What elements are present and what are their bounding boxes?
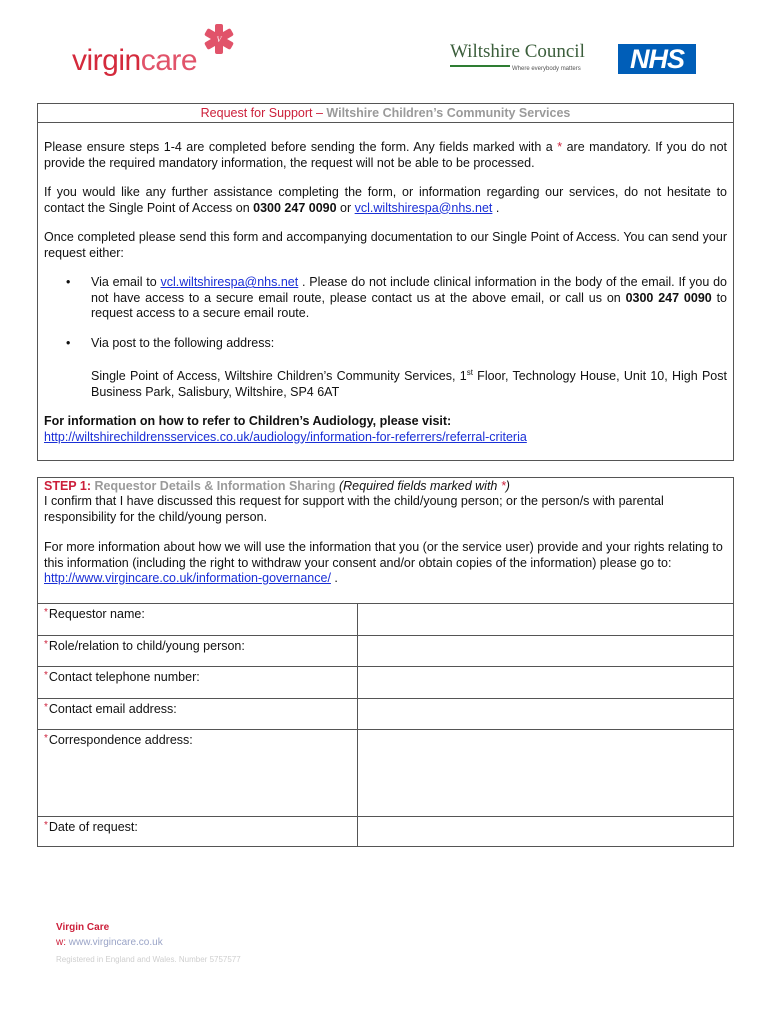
- bullet-phone: 0300 247 0090: [625, 290, 712, 305]
- footer-registration: Registered in England and Wales. Number 5757577: [56, 955, 241, 964]
- field-row-address: [38, 729, 733, 816]
- field-label: *Role/relation to child/young person:: [38, 636, 358, 666]
- svg-text:V: V: [216, 35, 222, 44]
- field-label: *Correspondence address:: [38, 730, 358, 816]
- star-of-life-icon: [202, 22, 236, 56]
- telephone-input[interactable]: [358, 667, 733, 698]
- audiology-label: For information on how to refer to Children’s Audiology, please visit:: [44, 414, 452, 429]
- logo-word-care: care: [140, 44, 198, 77]
- virgin-care-logo: [72, 22, 252, 82]
- council-underline: [450, 65, 510, 67]
- date-of-request-input[interactable]: [358, 817, 733, 846]
- footer-org: Virgin Care: [56, 922, 110, 933]
- intro-paragraph-mandatory: Please ensure steps 1-4 are completed before sending the form. Any fields marked with a * are mandatory. If you do not provide the required mandatory information, the request will not be able to be processed.: [44, 140, 728, 170]
- email-input[interactable]: [358, 699, 733, 729]
- bullet-dot: •: [66, 335, 71, 350]
- logo-word-virgin: virgin: [72, 44, 141, 77]
- field-row-requestor-name: [38, 603, 733, 635]
- postal-address: Single Point of Access, Wiltshire Children’s Community Services, 1st Floor, Technology House, Unit 10, High Post Business Park, Salisbury, Wiltshire, SP4 6AT: [91, 368, 727, 399]
- field-row-phone: [38, 666, 733, 698]
- consent-confirmation: I confirm that I have discussed this request for support with the child/young person; or the person/s with parental responsibility for the child/young person.: [44, 494, 664, 524]
- intro-paragraph-send: Once completed please send this form and accompanying documentation to our Single Point of Access. You can send your request either:: [44, 230, 727, 260]
- council-name: Wiltshire Council: [450, 41, 585, 62]
- title-service-name: Wiltshire Children’s Community Services: [326, 106, 571, 120]
- spa-phone: 0300 247 0090: [253, 200, 337, 215]
- correspondence-address-input[interactable]: [358, 730, 733, 816]
- footer-website: w: www.virgincare.co.uk: [56, 937, 163, 948]
- governance-info: For more information about how we will use the information that you (or the service user) provide and your rights relating to this information (including the right to withdraw your consent and/or obtain copies of the information) please go to: http://www.virgincare.co.uk/information-governance/ .: [44, 540, 723, 585]
- footer: [56, 920, 241, 967]
- governance-link[interactable]: http://www.virgincare.co.uk/information-governance/: [44, 571, 331, 585]
- request-info-box: [37, 103, 734, 461]
- asterisk-marker: *: [557, 140, 563, 154]
- request-title: [38, 104, 733, 123]
- field-label: *Requestor name:: [38, 604, 358, 635]
- field-label: *Contact email address:: [38, 699, 358, 729]
- audiology-link[interactable]: http://wiltshirechildrensservices.co.uk/audiology/information-for-referrers/referral-criteria: [44, 429, 527, 444]
- step1-header: [38, 478, 733, 494]
- requestor-name-input[interactable]: [358, 604, 733, 635]
- spa-email-link[interactable]: vcl.wiltshirespa@nhs.net: [354, 200, 493, 215]
- bullet-email: • Via email to vcl.wiltshirespa@nhs.net . Please do not include clinical information in the body of the email. If you do not have access to a secure email route, please contact us at the above email, or call us on 0300 247 0090 to request access to a secure email route.: [66, 275, 728, 320]
- step1-title: Requestor Details & Information Sharing: [94, 479, 336, 493]
- bullet-email-link[interactable]: vcl.wiltshirespa@nhs.net: [160, 275, 299, 289]
- role-input[interactable]: [358, 636, 733, 666]
- bullet-post: • Via post to the following address:: [66, 335, 275, 350]
- field-row-email: [38, 698, 733, 729]
- field-label: *Contact telephone number:: [38, 667, 358, 698]
- address-superscript: st: [466, 368, 473, 377]
- nhs-logo: NHS: [618, 44, 696, 74]
- intro-paragraph-assistance: If you would like any further assistance completing the form, or information regarding our services, do not hesitate to contact the Single Point of Access on 0300 247 0090 or vcl.wiltshirespa@nhs.net .: [44, 185, 727, 215]
- wiltshire-council-logo: [450, 42, 590, 72]
- audiology-paragraph: [44, 430, 727, 446]
- required-note: (Required fields marked with *): [335, 479, 510, 493]
- field-row-role: [38, 635, 733, 666]
- title-separator: –: [312, 106, 327, 120]
- step1-box: [37, 477, 734, 847]
- council-tagline: Where everybody matters: [512, 66, 581, 72]
- step1-label: STEP 1:: [44, 479, 92, 493]
- title-request-for-support: Request for Support: [200, 106, 313, 120]
- bullet-dot: •: [66, 275, 71, 289]
- field-row-date: [38, 816, 733, 846]
- field-label: *Date of request:: [38, 817, 358, 846]
